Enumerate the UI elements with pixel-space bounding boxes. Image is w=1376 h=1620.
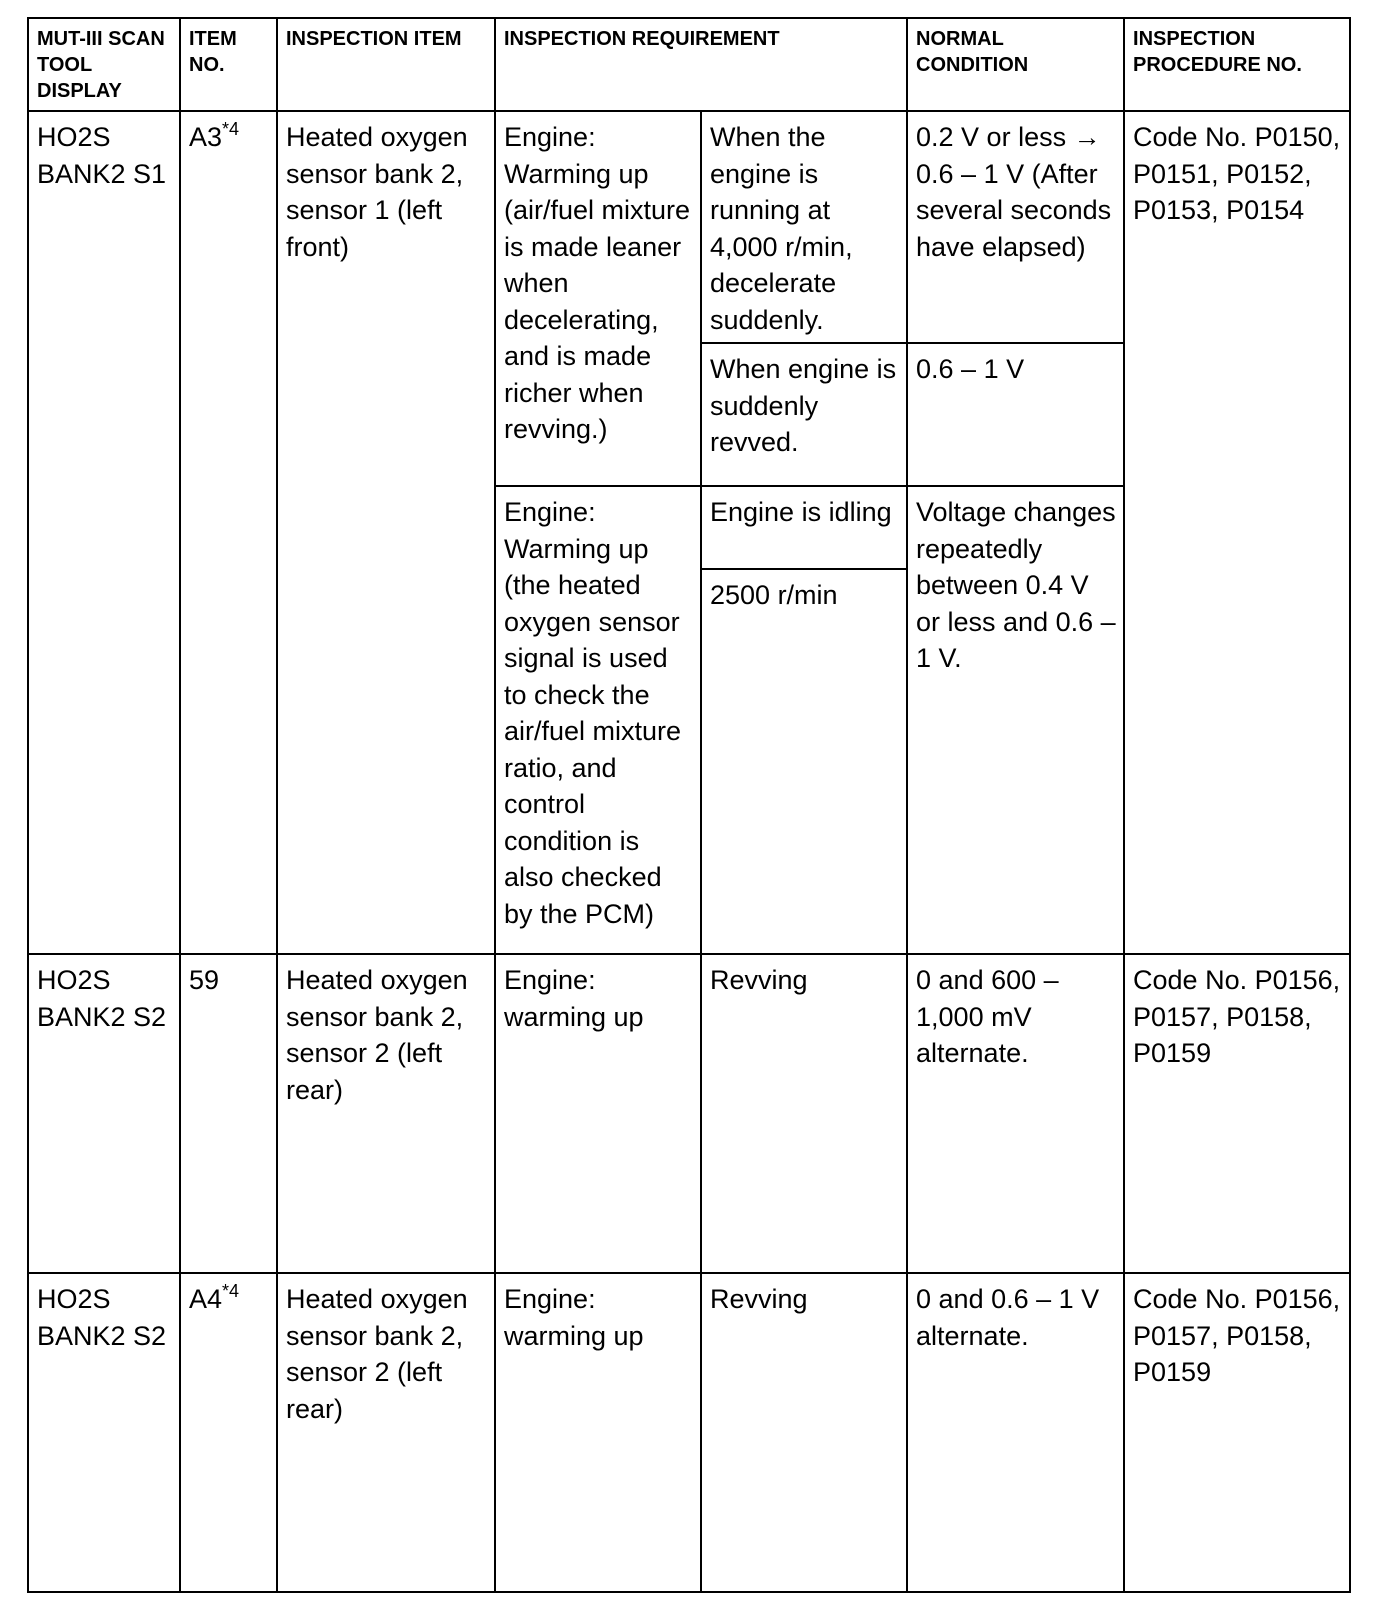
requirement-cell: Engine: Warming up (the heated oxygen sensor signal is used to check the air/fuel mixture ratio, and control condition is also checked by the PCM) bbox=[495, 486, 701, 954]
header-procedure-no: INSPECTION PROCEDURE NO. bbox=[1124, 18, 1350, 111]
display-cell: HO2S BANK2 S2 bbox=[28, 1273, 180, 1592]
requirement-cell: Engine: warming up bbox=[495, 954, 701, 1273]
inspection-item-cell: Heated oxygen sensor bank 2, sensor 2 (left rear) bbox=[277, 954, 495, 1273]
item-no-footnote: *4 bbox=[222, 119, 240, 139]
header-normal-condition: NORMAL CONDITION bbox=[907, 18, 1124, 111]
display-cell: HO2S BANK2 S1 bbox=[28, 111, 180, 954]
item-no-cell bbox=[180, 111, 277, 954]
item-no-footnote: *4 bbox=[222, 1281, 240, 1301]
requirement-cell: Engine: Warming up (air/fuel mixture is made leaner when decelerating, and is made richer when revving.) bbox=[495, 111, 701, 486]
normal-condition-cell: 0 and 0.6 – 1 V alternate. bbox=[907, 1273, 1124, 1592]
condition-cell: When the engine is running at 4,000 r/min, decelerate suddenly. bbox=[701, 111, 907, 343]
inspection-item-cell: Heated oxygen sensor bank 2, sensor 1 (left front) bbox=[277, 111, 495, 954]
table-row bbox=[28, 1273, 1350, 1592]
procedure-no-cell: Code No. P0156, P0157, P0158, P0159 bbox=[1124, 1273, 1350, 1592]
condition-cell: 2500 r/min bbox=[701, 569, 907, 954]
normal-condition-cell: 0.2 V or less → 0.6 – 1 V (After several seconds have elapsed) bbox=[907, 111, 1124, 343]
condition-cell: Engine is idling bbox=[701, 486, 907, 569]
table-header-row bbox=[28, 18, 1350, 111]
item-no: A3 bbox=[189, 122, 223, 152]
header-display: MUT-III SCAN TOOL DISPLAY bbox=[28, 18, 180, 111]
inspection-item-cell: Heated oxygen sensor bank 2, sensor 2 (left rear) bbox=[277, 1273, 495, 1592]
item-no: A4 bbox=[189, 1284, 223, 1314]
condition-cell: Revving bbox=[701, 1273, 907, 1592]
item-no-cell bbox=[180, 954, 277, 1273]
display-cell: HO2S BANK2 S2 bbox=[28, 954, 180, 1273]
inspection-table bbox=[27, 17, 1351, 1593]
item-no-cell bbox=[180, 1273, 277, 1592]
procedure-no-cell: Code No. P0156, P0157, P0158, P0159 bbox=[1124, 954, 1350, 1273]
procedure-no-cell: Code No. P0150, P0151, P0152, P0153, P0154 bbox=[1124, 111, 1350, 954]
normal-condition-cell: Voltage changes repeatedly between 0.4 V or less and 0.6 – 1 V. bbox=[907, 486, 1124, 954]
header-inspection-requirement: INSPECTION REQUIREMENT bbox=[495, 18, 907, 111]
condition-cell: Revving bbox=[701, 954, 907, 1273]
requirement-cell: Engine: warming up bbox=[495, 1273, 701, 1592]
header-inspection-item: INSPECTION ITEM bbox=[277, 18, 495, 111]
item-no: 59 bbox=[189, 965, 220, 995]
condition-cell: When engine is suddenly revved. bbox=[701, 343, 907, 486]
table-row bbox=[28, 954, 1350, 1273]
table-row bbox=[28, 111, 1350, 343]
normal-condition-cell: 0 and 600 – 1,000 mV alternate. bbox=[907, 954, 1124, 1273]
header-item-no: ITEM NO. bbox=[180, 18, 277, 111]
normal-condition-cell: 0.6 – 1 V bbox=[907, 343, 1124, 486]
